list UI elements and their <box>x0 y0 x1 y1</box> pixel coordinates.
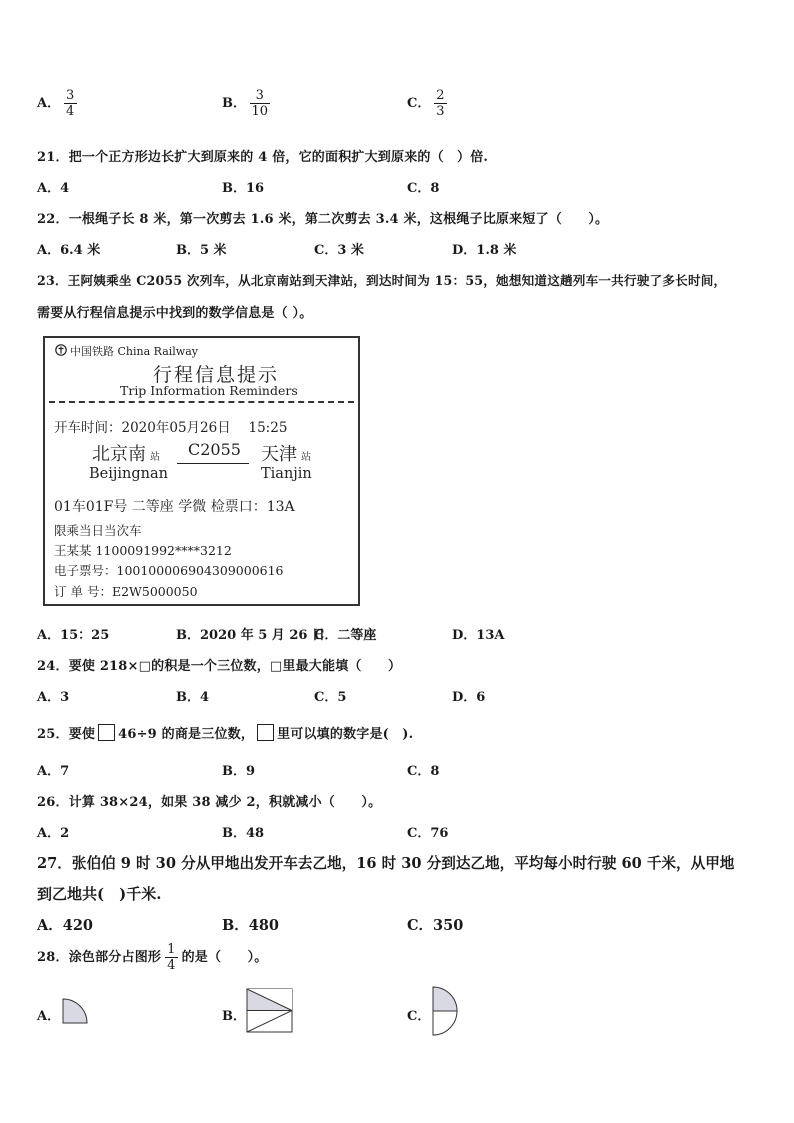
q24-option-a: A．3 <box>37 690 70 705</box>
q25-option-a: A．7 <box>37 764 70 779</box>
quarter-circle-shape <box>61 997 91 1025</box>
q28-option-a: A． <box>37 1009 61 1024</box>
q25-option-c: C．8 <box>407 764 440 779</box>
q21-option-a: A．4 <box>37 181 70 196</box>
q27-option-a: A．420 <box>37 917 94 934</box>
q25-text: 25．要使 46÷9 的商是三位数， 里可以填的数字是( ). <box>37 723 413 742</box>
china-railway-logo-icon <box>55 344 67 356</box>
blank-box <box>98 724 115 741</box>
from-station: 北京南 站 <box>92 444 160 465</box>
train-number: C2055 <box>188 440 241 459</box>
q23-text-line2: 需要从行程信息提示中找到的数学信息是（ ）。 <box>37 306 313 321</box>
fraction: $\frac{3}{4}$ <box>65 88 76 119</box>
divided-rectangle-shape <box>246 988 294 1034</box>
q23-option-b: B．2020 年 5 月 26 日 <box>176 628 325 643</box>
trip-ticket <box>43 336 360 606</box>
q27-option-b: B．480 <box>222 917 280 934</box>
q20-option-a: A． $\frac{3}{4}$ <box>37 88 76 119</box>
passenger-info: 王某某 1100091992****3212 <box>54 543 232 558</box>
q24-option-d: D．6 <box>452 690 486 705</box>
dashed-divider <box>49 401 354 403</box>
fraction: $\frac{3}{10}$ <box>251 88 269 119</box>
half-circle-shape <box>431 985 461 1037</box>
q27-text-line1: 27．张伯伯 9 时 30 分从甲地出发开车去乙地，16 时 30 分到达乙地，平均每小时行驶 60 千米，从甲地 <box>37 855 735 872</box>
q28-option-c: C． <box>407 1009 431 1024</box>
to-station-en: Tianjin <box>261 466 312 482</box>
q27-option-c: C．350 <box>407 917 464 934</box>
fraction: $\frac{2}{3}$ <box>435 88 446 119</box>
q26-text: 26．计算 38×24，如果 38 减少 2，积就减小（ ）。 <box>37 795 382 810</box>
railway-name: 中国铁路 China Railway <box>70 345 198 358</box>
q24-option-b: B．4 <box>176 690 210 705</box>
q28-option-b: B． <box>222 1009 246 1024</box>
ticket-title-cn: 行程信息提示 <box>153 364 280 386</box>
q20-option-c: C． $\frac{2}{3}$ <box>407 88 446 119</box>
e-ticket-number: 电子票号：10010000690430900061​6 <box>54 563 284 578</box>
q21-option-b: B．16 <box>222 181 265 196</box>
ticket-title-en: Trip Information Reminders <box>120 383 298 398</box>
q21-option-c: C．8 <box>407 181 440 196</box>
q21-text: 21．把一个正方形边长扩大到原来的 4 倍，它的面积扩大到原来的（ ）倍. <box>37 150 489 165</box>
fraction: $\frac{1}{4}$ <box>166 942 177 973</box>
q23-option-d: D．13A <box>452 628 505 643</box>
to-station: 天津 站 <box>261 444 311 465</box>
q23-text-line1: 23．王阿姨乘坐 C2055 次列车，从北京南站到天津站，到达时间为 15：55，她想知道这趟列车一共行驶了多长时间， <box>37 273 727 288</box>
q25-option-b: B．9 <box>222 764 256 779</box>
q28-text: 28．涂色部分占图形 $\frac{1}{4}$ 的是（ ）。 <box>37 942 268 973</box>
q23-option-c: C．二等座 <box>314 628 377 643</box>
from-station-en: Beijingnan <box>89 466 168 482</box>
ticket-note: 限乘当日当次车 <box>54 523 142 538</box>
q22-text: 22．一根绳子长 8 米，第一次剪去 1.6 米，第二次剪去 3.4 米，这根绳子比原来短了（ ）。 <box>37 212 609 227</box>
q22-option-c: C．3 米 <box>314 243 364 258</box>
seat-info: 01车01F号 二等座 学微 检票口：13A <box>54 499 295 515</box>
depart-time: 开车时间：2020年05月26日 15:25 <box>54 420 288 436</box>
q26-option-a: A．2 <box>37 826 70 841</box>
q23-option-a: A．15：25 <box>37 628 110 643</box>
train-arrow-line <box>177 463 249 464</box>
q26-option-c: C．76 <box>407 826 449 841</box>
q26-option-b: B．48 <box>222 826 265 841</box>
q24-option-c: C．5 <box>314 690 347 705</box>
q24-text: 24．要使 218×□的积是一个三位数，□里最大能填（ ） <box>37 659 402 674</box>
q22-option-d: D．1.8 米 <box>452 243 517 258</box>
order-number: 订 单 号：E2W5000050 <box>54 584 198 599</box>
q22-option-b: B．5 米 <box>176 243 227 258</box>
blank-box <box>257 724 274 741</box>
q22-option-a: A．6.4 米 <box>37 243 101 258</box>
q20-option-b: B． $\frac{3}{10}$ <box>222 88 269 119</box>
q27-text-line2: 到乙地共( )千米. <box>37 885 162 903</box>
